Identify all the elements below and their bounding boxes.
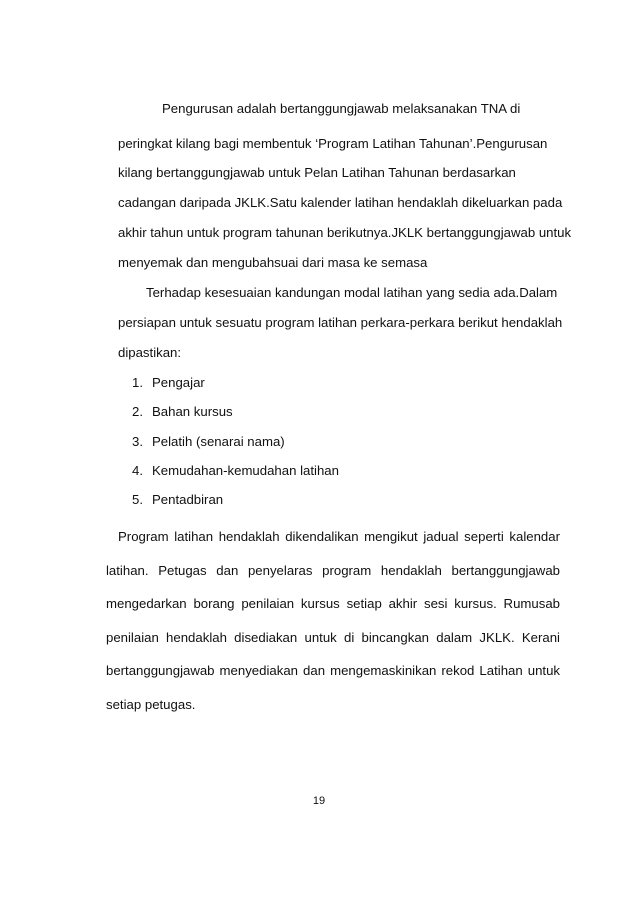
list-item bbox=[132, 492, 223, 508]
paragraph-3-line-5: bertanggungjawab menyediakan dan mengemaskinikan rekod Latihan untuk bbox=[106, 663, 560, 678]
list-item-text: Bahan kursus bbox=[152, 404, 233, 419]
list-item-number: 4. bbox=[132, 463, 143, 478]
list-item-number: 1. bbox=[132, 375, 143, 390]
list-item-number: 3. bbox=[132, 434, 143, 449]
paragraph-2-line-1: Terhadap kesesuaian kandungan modal latihan yang sedia ada.Dalam bbox=[146, 285, 558, 300]
paragraph-1-line-5: akhir tahun untuk program tahunan berikutnya.JKLK bertanggungjawab untuk bbox=[118, 225, 572, 240]
paragraph-1-line-6: menyemak dan mengubahsuai dari masa ke semasa bbox=[118, 255, 428, 270]
list-item bbox=[132, 434, 285, 450]
paragraph-1-line-1: Pengurusan adalah bertanggungjawab melaksanakan TNA di bbox=[162, 101, 521, 116]
paragraph-3-line-3: mengedarkan borang penilaian kursus setiap akhir sesi kursus. Rumusab bbox=[106, 596, 560, 611]
paragraph-3-line-6: setiap petugas. bbox=[106, 697, 196, 712]
page-number: 19 bbox=[312, 795, 326, 807]
paragraph-3-line-1: Program latihan hendaklah dikendalikan mengikut jadual seperti kalendar bbox=[118, 529, 560, 544]
paragraph-1-line-2: peringkat kilang bagi membentuk ‘Program Latihan Tahunan’.Pengurusan bbox=[118, 136, 548, 151]
paragraph-3-line-4: penilaian hendaklah disediakan untuk di bincangkan dalam JKLK. Kerani bbox=[106, 630, 560, 645]
list-item-number: 5. bbox=[132, 492, 143, 507]
list-item bbox=[132, 404, 233, 420]
list-item bbox=[132, 463, 339, 479]
list-item-text: Pelatih (senarai nama) bbox=[152, 434, 285, 449]
list-item bbox=[132, 375, 205, 391]
paragraph-1-line-3: kilang bertanggungjawab untuk Pelan Latihan Tahunan berdasarkan bbox=[118, 165, 516, 180]
paragraph-2-line-3: dipastikan: bbox=[118, 345, 182, 360]
paragraph-3-line-2: latihan. Petugas dan penyelaras program hendaklah bertanggungjawab bbox=[106, 563, 560, 578]
list-item-number: 2. bbox=[132, 404, 143, 419]
list-item-text: Pengajar bbox=[152, 375, 205, 390]
list-item-text: Kemudahan-kemudahan latihan bbox=[152, 463, 339, 478]
paragraph-2-line-2: persiapan untuk sesuatu program latihan perkara-perkara berikut hendaklah bbox=[118, 315, 563, 330]
list-item-text: Pentadbiran bbox=[152, 492, 224, 507]
paragraph-1-line-4: cadangan daripada JKLK.Satu kalender latihan hendaklah dikeluarkan pada bbox=[118, 195, 563, 210]
